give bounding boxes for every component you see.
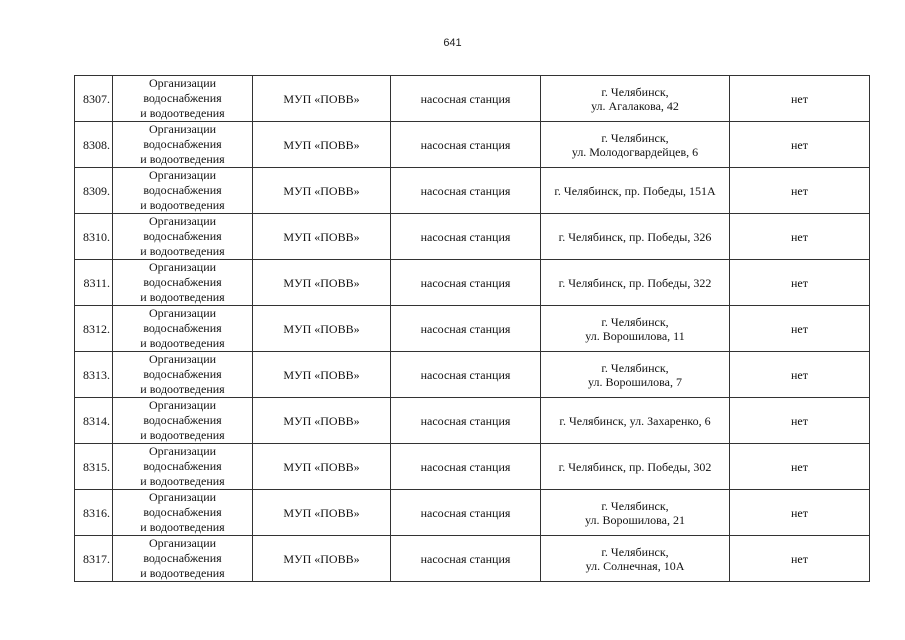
address-line: г. Челябинск, bbox=[601, 360, 669, 375]
address-line: ул. Солнечная, 10А bbox=[585, 558, 685, 573]
object-type-cell: насосная станция bbox=[391, 168, 541, 214]
address-line: ул. Ворошилова, 11 bbox=[585, 328, 685, 343]
note-cell: нет bbox=[730, 260, 870, 306]
organization-type-line: водоснабжения bbox=[143, 505, 222, 519]
address-cell bbox=[541, 76, 730, 122]
organization-type-cell bbox=[113, 306, 253, 352]
table-row bbox=[75, 352, 870, 398]
table-row bbox=[75, 536, 870, 582]
owner-cell: МУП «ПОВВ» bbox=[253, 536, 391, 582]
organization-type-cell bbox=[113, 536, 253, 582]
owner-cell: МУП «ПОВВ» bbox=[253, 260, 391, 306]
address-line: г. Челябинск, пр. Победы, 322 bbox=[558, 275, 712, 290]
organization-type-line: водоснабжения bbox=[143, 413, 222, 427]
organization-type-line: водоснабжения bbox=[143, 551, 222, 565]
organization-type-line: и водоотведения bbox=[140, 198, 225, 212]
organization-type-line: водоснабжения bbox=[143, 321, 222, 335]
organization-type-cell bbox=[113, 76, 253, 122]
organization-type-cell bbox=[113, 444, 253, 490]
organization-type-line: водоснабжения bbox=[143, 459, 222, 473]
table-row bbox=[75, 260, 870, 306]
page-number: 641 bbox=[443, 37, 462, 49]
address-line: г. Челябинск, bbox=[601, 314, 669, 329]
organization-type-line: Организации bbox=[148, 398, 217, 412]
organization-type-line: и водоотведения bbox=[140, 336, 225, 350]
organization-type-line: и водоотведения bbox=[140, 244, 225, 258]
table-row bbox=[75, 398, 870, 444]
row-number-cell: 8313. bbox=[75, 352, 113, 398]
note-cell: нет bbox=[730, 536, 870, 582]
address-line: г. Челябинск, пр. Победы, 302 bbox=[558, 459, 712, 474]
organization-type-cell bbox=[113, 122, 253, 168]
address-line: ул. Молодогвардейцев, 6 bbox=[571, 144, 699, 159]
owner-cell: МУП «ПОВВ» bbox=[253, 352, 391, 398]
address-cell bbox=[541, 260, 730, 306]
table-row bbox=[75, 76, 870, 122]
object-type-cell: насосная станция bbox=[391, 214, 541, 260]
row-number-cell: 8310. bbox=[75, 214, 113, 260]
address-line: г. Челябинск, bbox=[601, 498, 669, 513]
object-type-cell: насосная станция bbox=[391, 444, 541, 490]
object-type-cell: насосная станция bbox=[391, 76, 541, 122]
address-cell bbox=[541, 352, 730, 398]
address-cell bbox=[541, 168, 730, 214]
object-type-cell: насосная станция bbox=[391, 260, 541, 306]
organization-type-cell bbox=[113, 490, 253, 536]
organization-type-cell bbox=[113, 352, 253, 398]
address-line: ул. Агалакова, 42 bbox=[591, 98, 679, 113]
organization-type-line: Организации bbox=[148, 444, 217, 458]
organization-type-cell bbox=[113, 168, 253, 214]
note-cell: нет bbox=[730, 214, 870, 260]
row-number-cell: 8314. bbox=[75, 398, 113, 444]
table-row bbox=[75, 306, 870, 352]
organization-type-line: Организации bbox=[148, 76, 217, 90]
address-line: г. Челябинск, bbox=[601, 544, 669, 559]
organization-type-line: водоснабжения bbox=[143, 183, 222, 197]
organization-type-cell bbox=[113, 260, 253, 306]
row-number-cell: 8309. bbox=[75, 168, 113, 214]
organization-type-line: и водоотведения bbox=[140, 474, 225, 488]
note-cell: нет bbox=[730, 490, 870, 536]
address-cell bbox=[541, 122, 730, 168]
row-number-cell: 8312. bbox=[75, 306, 113, 352]
registry-table bbox=[74, 75, 870, 582]
owner-cell: МУП «ПОВВ» bbox=[253, 168, 391, 214]
organization-type-line: и водоотведения bbox=[140, 566, 225, 580]
address-line: г. Челябинск, пр. Победы, 151А bbox=[554, 183, 716, 198]
note-cell: нет bbox=[730, 306, 870, 352]
table-row bbox=[75, 168, 870, 214]
organization-type-line: Организации bbox=[148, 260, 217, 274]
object-type-cell: насосная станция bbox=[391, 306, 541, 352]
row-number-cell: 8315. bbox=[75, 444, 113, 490]
organization-type-line: водоснабжения bbox=[143, 91, 222, 105]
address-cell bbox=[541, 536, 730, 582]
object-type-cell: насосная станция bbox=[391, 122, 541, 168]
organization-type-line: Организации bbox=[148, 122, 217, 136]
address-cell bbox=[541, 490, 730, 536]
organization-type-line: водоснабжения bbox=[143, 275, 222, 289]
owner-cell: МУП «ПОВВ» bbox=[253, 214, 391, 260]
owner-cell: МУП «ПОВВ» bbox=[253, 490, 391, 536]
organization-type-line: и водоотведения bbox=[140, 382, 225, 396]
table-row bbox=[75, 490, 870, 536]
row-number-cell: 8311. bbox=[75, 260, 113, 306]
owner-cell: МУП «ПОВВ» bbox=[253, 306, 391, 352]
organization-type-line: водоснабжения bbox=[143, 229, 222, 243]
address-line: г. Челябинск, пр. Победы, 326 bbox=[558, 229, 712, 244]
table-row bbox=[75, 444, 870, 490]
object-type-cell: насосная станция bbox=[391, 490, 541, 536]
object-type-cell: насосная станция bbox=[391, 352, 541, 398]
organization-type-line: Организации bbox=[148, 168, 217, 182]
owner-cell: МУП «ПОВВ» bbox=[253, 444, 391, 490]
organization-type-line: и водоотведения bbox=[140, 290, 225, 304]
organization-type-line: и водоотведения bbox=[140, 152, 225, 166]
address-cell bbox=[541, 398, 730, 444]
organization-type-line: Организации bbox=[148, 306, 217, 320]
table-row bbox=[75, 122, 870, 168]
owner-cell: МУП «ПОВВ» bbox=[253, 122, 391, 168]
organization-type-line: водоснабжения bbox=[143, 137, 222, 151]
table-row bbox=[75, 214, 870, 260]
organization-type-line: и водоотведения bbox=[140, 106, 225, 120]
address-line: ул. Ворошилова, 7 bbox=[588, 374, 682, 389]
organization-type-line: и водоотведения bbox=[140, 520, 225, 534]
row-number-cell: 8308. bbox=[75, 122, 113, 168]
object-type-cell: насосная станция bbox=[391, 398, 541, 444]
address-line: ул. Ворошилова, 21 bbox=[585, 512, 685, 527]
address-cell bbox=[541, 444, 730, 490]
owner-cell: МУП «ПОВВ» bbox=[253, 398, 391, 444]
organization-type-line: Организации bbox=[148, 352, 217, 366]
organization-type-line: водоснабжения bbox=[143, 367, 222, 381]
note-cell: нет bbox=[730, 122, 870, 168]
address-line: г. Челябинск, bbox=[601, 130, 669, 145]
owner-cell: МУП «ПОВВ» bbox=[253, 76, 391, 122]
organization-type-line: Организации bbox=[148, 536, 217, 550]
note-cell: нет bbox=[730, 398, 870, 444]
address-line: г. Челябинск, ул. Захаренко, 6 bbox=[559, 413, 711, 428]
row-number-cell: 8317. bbox=[75, 536, 113, 582]
address-cell bbox=[541, 306, 730, 352]
note-cell: нет bbox=[730, 352, 870, 398]
organization-type-line: и водоотведения bbox=[140, 428, 225, 442]
row-number-cell: 8307. bbox=[75, 76, 113, 122]
organization-type-cell bbox=[113, 398, 253, 444]
address-cell bbox=[541, 214, 730, 260]
address-line: г. Челябинск, bbox=[601, 84, 669, 99]
note-cell: нет bbox=[730, 168, 870, 214]
note-cell: нет bbox=[730, 444, 870, 490]
object-type-cell: насосная станция bbox=[391, 536, 541, 582]
row-number-cell: 8316. bbox=[75, 490, 113, 536]
note-cell: нет bbox=[730, 76, 870, 122]
registry-table-body bbox=[75, 76, 870, 582]
organization-type-line: Организации bbox=[148, 214, 217, 228]
organization-type-cell bbox=[113, 214, 253, 260]
organization-type-line: Организации bbox=[148, 490, 217, 504]
